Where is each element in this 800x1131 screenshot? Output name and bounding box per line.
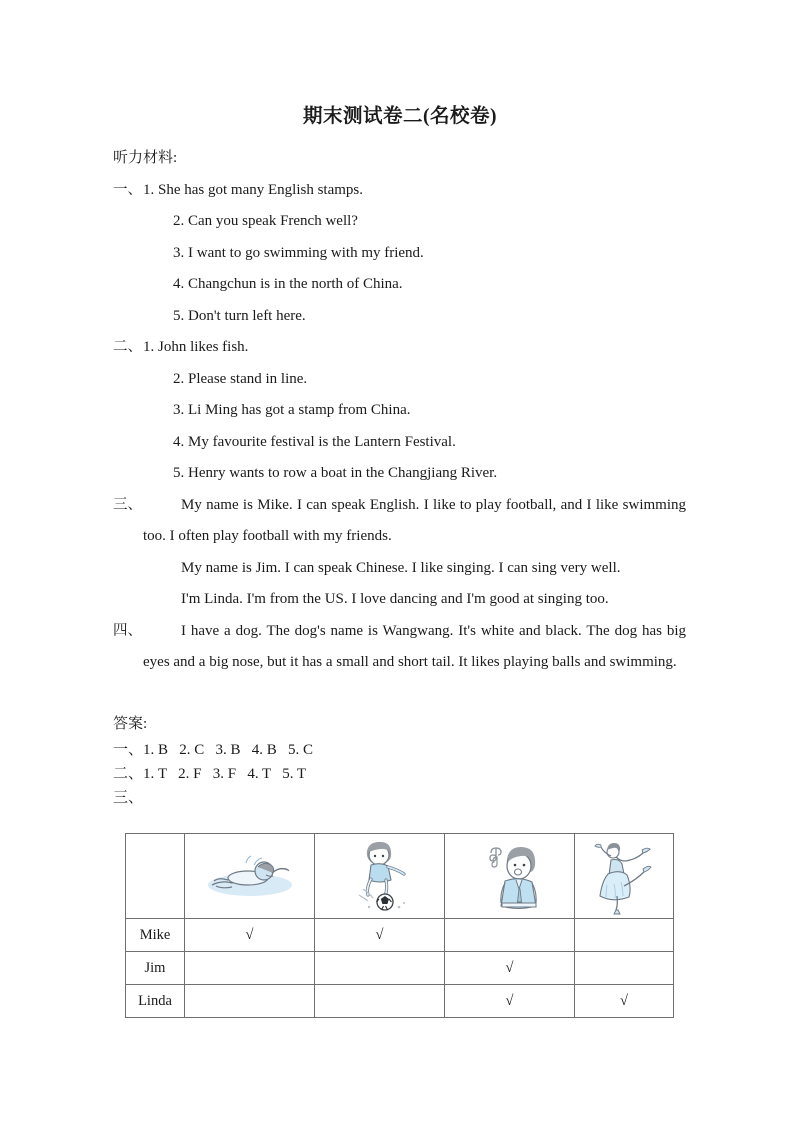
section-4-marker: 四、 [113, 622, 142, 639]
cell-jim-singing: √ [445, 952, 575, 985]
cell-linda-football [315, 985, 445, 1018]
section-1-body [143, 175, 686, 333]
row-label-jim: Jim [126, 952, 185, 985]
answer-table-wrapper [125, 833, 673, 1018]
cell-mike-football: √ [315, 919, 445, 952]
list-item: 5. Don't turn left here. [173, 307, 306, 324]
listening-section-4 [113, 616, 686, 679]
table-header-football [315, 834, 445, 919]
cell-jim-swimming [185, 952, 315, 985]
table-row [126, 919, 674, 952]
playing-football-icon [315, 837, 444, 915]
row-label-mike: Mike [126, 919, 185, 952]
answer-line-3: 三、 [113, 790, 144, 806]
list-item: 1. John likes fish. [143, 339, 249, 355]
dancing-icon [575, 836, 673, 916]
cell-jim-football [315, 952, 445, 985]
section-3-body [143, 490, 686, 616]
list-item: 1. She has got many English stamps. [143, 181, 363, 198]
table-header-swimming [185, 834, 315, 919]
section-4-body [143, 616, 686, 679]
cell-linda-singing: √ [445, 985, 575, 1018]
cell-mike-swimming: √ [185, 919, 315, 952]
list-item: 4. Changchun is in the north of China. [173, 276, 403, 292]
table-header-dancing [575, 834, 674, 919]
answer-line-1: 一、1. B 2. C 3. B 4. B 5. C [113, 742, 314, 758]
list-item: 2. Can you speak French well? [173, 213, 358, 229]
listening-section-2 [113, 332, 686, 490]
answers-section [113, 712, 693, 810]
table-row [126, 952, 674, 985]
list-item: 3. I want to go swimming with my friend. [173, 244, 424, 261]
list-item: 5. Henry wants to row a boat in the Changjiang River. [173, 465, 498, 481]
section-1-marker: 一、 [113, 181, 142, 198]
list-item: 2. Please stand in line. [173, 370, 308, 387]
section-2-marker: 二、 [113, 339, 142, 355]
cell-linda-dancing: √ [575, 985, 674, 1018]
page-title: 期末测试卷二(名校卷) [303, 106, 497, 127]
row-label-linda: Linda [126, 985, 185, 1018]
cell-jim-dancing [575, 952, 674, 985]
answer-table [125, 833, 674, 1018]
paragraph: I have a dog. The dog's name is Wangwang. It's white and black. The dog has big eyes and a big nose, but it has a small and short tail. It likes playing balls and swimming. [143, 622, 686, 670]
paragraph: I'm Linda. I'm from the US. I love dancing and I'm good at singing too. [181, 591, 609, 607]
cell-mike-singing [445, 919, 575, 952]
answers-label: 答案: [113, 716, 148, 732]
list-item: 4. My favourite festival is the Lantern Festival. [173, 433, 456, 450]
listening-section-3 [113, 490, 686, 616]
listening-section-1 [113, 175, 686, 333]
paragraph: My name is Mike. I can speak English. I like to play football, and I like swimming too. I often play football with my friends. [143, 496, 686, 544]
list-item: 3. Li Ming has got a stamp from China. [173, 402, 411, 418]
table-header-singing [445, 834, 575, 919]
table-corner-cell [126, 834, 185, 919]
cell-mike-dancing [575, 919, 674, 952]
answer-line-2: 二、1. T 2. F 3. F 4. T 5. T [113, 766, 307, 782]
section-2-body [143, 332, 686, 490]
cell-linda-swimming [185, 985, 315, 1018]
table-row [126, 985, 674, 1018]
section-3-marker: 三、 [113, 496, 142, 513]
listening-material-section [113, 143, 686, 679]
table-header-row [126, 834, 674, 919]
swimming-icon [185, 847, 314, 905]
listening-material-label: 听力材料: [113, 150, 178, 166]
singing-icon [445, 837, 574, 915]
paragraph: My name is Jim. I can speak Chinese. I like singing. I can sing very well. [181, 559, 621, 576]
